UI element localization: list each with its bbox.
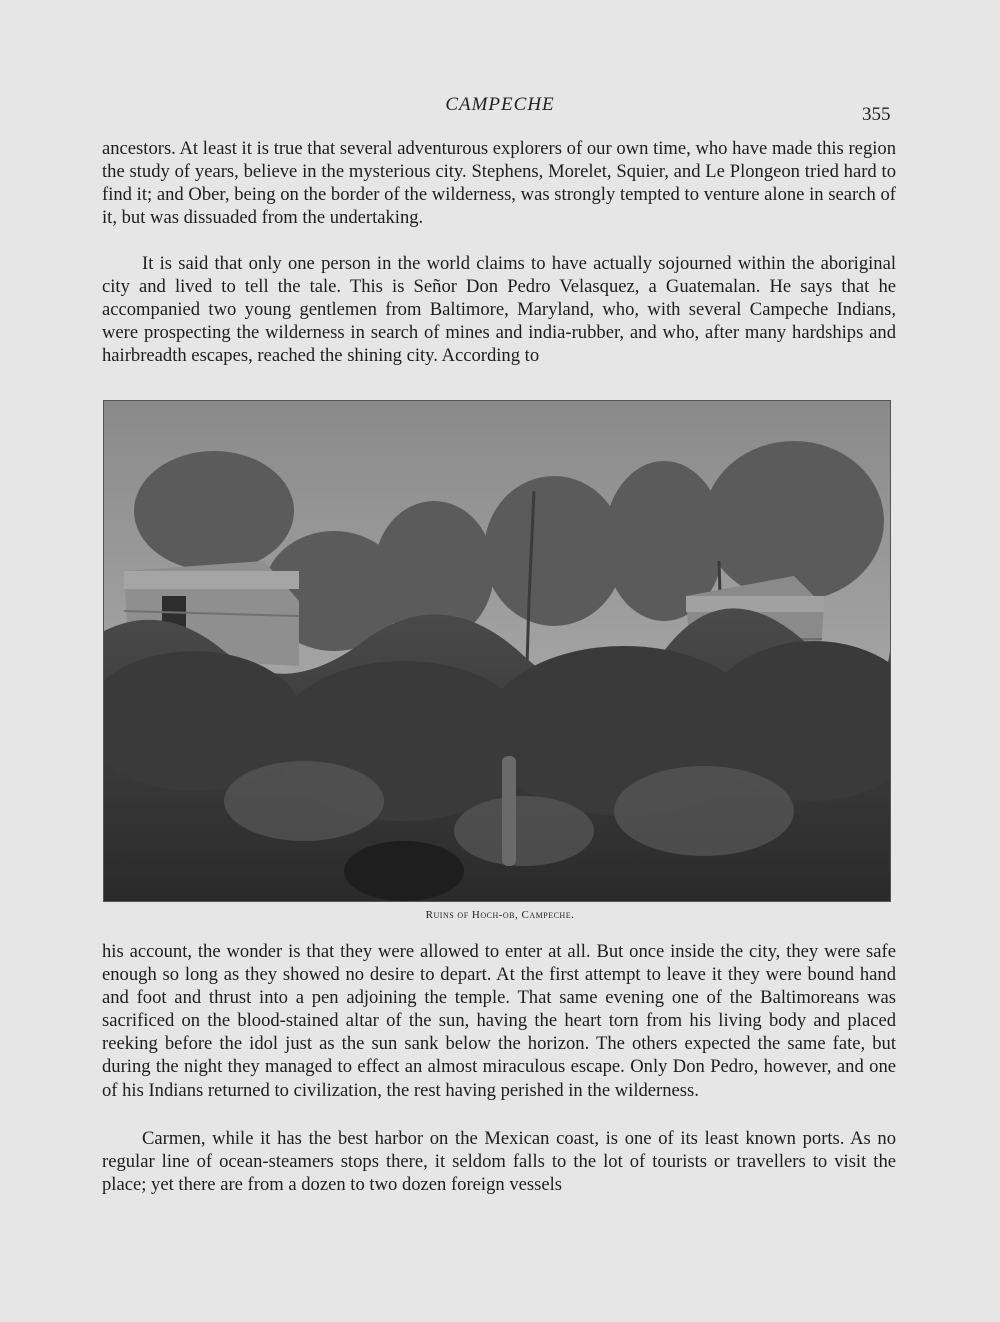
paragraph-2: It is said that only one person in the world claims to have actually sojourned within the aboriginal city and lived to tell the tale. This is Señor Don Pedro Velasquez, a Guatemalan. He says that he accompanied two young gentlemen from Baltimore, Maryland, who, with several Campeche Indians, were prospecting the wilderness in search of mines and india-rubber, and who, after many hardships and hairbreadth escapes, reached the shining city. According to bbox=[102, 253, 896, 367]
page-number: 355 bbox=[862, 104, 891, 125]
ruins-photograph bbox=[103, 400, 891, 902]
running-title: CAMPECHE bbox=[445, 94, 555, 115]
paragraph-4: Carmen, while it has the best harbor on the Mexican coast, is one of its least known ports. As no regular line of ocean-steamers stops there, it seldom falls to the lot of tourists or travellers to visit the place; yet there are from a dozen to two dozen foreign vessels bbox=[102, 1128, 896, 1196]
paragraph-3: his account, the wonder is that they were allowed to enter at all. But once inside the city, they were safe enough so long as they showed no desire to depart. At the first attempt to leave it they were bound hand and foot and thrust into a pen adjoining the temple. That same evening one of the Baltimoreans was sacrificed on the blood-stained altar of the sun, having the heart torn from his living body and placed reeking before the idol just as the sun sank below the horizon. The others expected the same fate, but during the night they managed to effect an almost miraculous escape. Only Don Pedro, however, and one of his Indians returned to civilization, the rest having perished in the wilderness. bbox=[102, 941, 896, 1101]
figure-caption: Ruins of Hoch-ob, Campeche. bbox=[425, 909, 575, 921]
paragraph-1: ancestors. At least it is true that several adventurous explorers of our own time, who have made this region the study of years, believe in the mysterious city. Stephens, Morelet, Squier, and Le Plongeon tried hard to find it; and Ober, being on the border of the wilderness, was strongly tempted to venture alone in search of it, but was dissuaded from the undertaking. bbox=[102, 138, 896, 229]
